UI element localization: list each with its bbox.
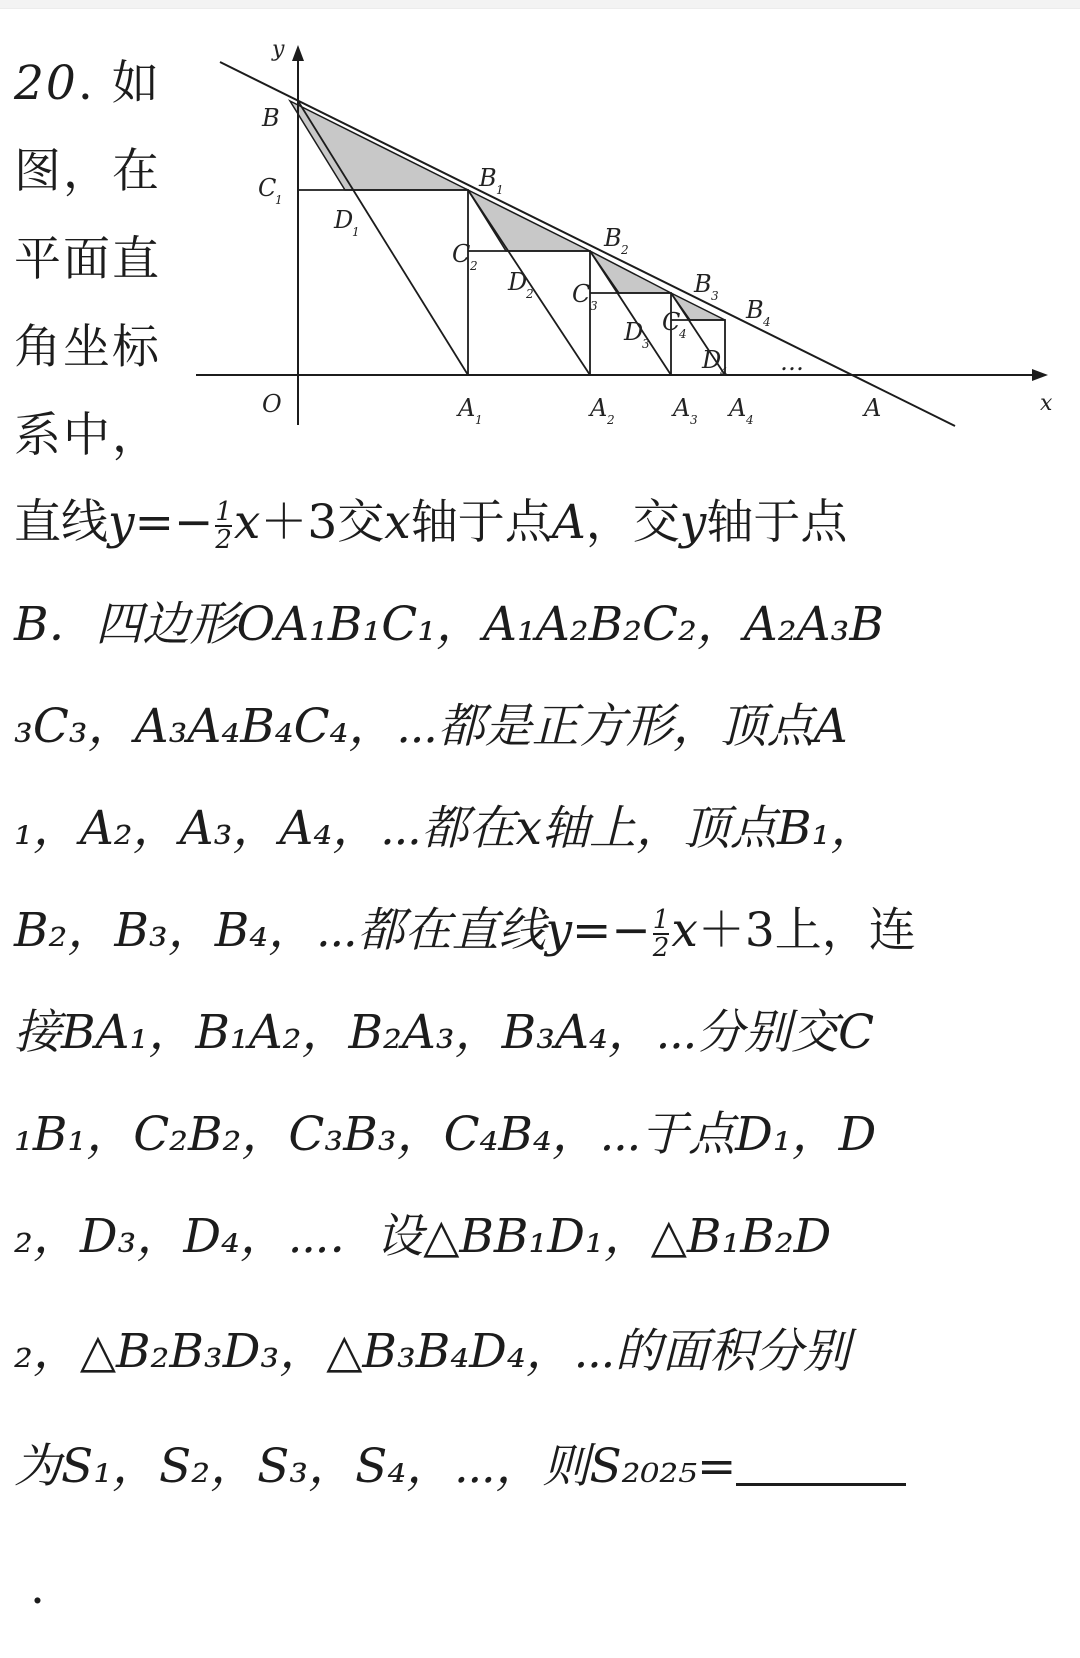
label-b2-sub: 2 xyxy=(621,243,629,257)
label-c3: C xyxy=(572,280,591,308)
label-c2: C xyxy=(452,240,471,268)
label-a3: A xyxy=(673,394,691,422)
body-line-10 xyxy=(14,1416,1066,1518)
label-c3-sub: 3 xyxy=(590,299,598,313)
label-y: y xyxy=(272,37,285,62)
text: B₂，B₃，B₄，⋯都在直线 xyxy=(14,903,546,958)
var-y: y xyxy=(108,495,135,550)
label-a: A xyxy=(864,394,882,422)
text: ，交 xyxy=(585,495,680,550)
geometry-figure xyxy=(196,30,1074,450)
label-b1: B xyxy=(479,164,497,192)
figure-svg xyxy=(196,30,1074,450)
shaded-triangle-1 xyxy=(290,101,468,190)
var-x: x xyxy=(671,903,698,958)
label-a2-sub: 2 xyxy=(607,413,615,427)
numerator: 1 xyxy=(652,905,670,935)
label-b4: B xyxy=(746,296,764,324)
body-line-1 xyxy=(14,472,1066,574)
var-a: A xyxy=(551,495,586,550)
body-line-5 xyxy=(14,880,1066,982)
label-d2: D xyxy=(508,268,528,296)
text: ＋3上，连 xyxy=(697,903,916,958)
lead-text-1: . 如 xyxy=(77,56,161,111)
label-a1-sub: 1 xyxy=(475,413,483,427)
text: 轴于点 xyxy=(706,495,848,550)
label-c2-sub: 2 xyxy=(470,259,478,273)
label-d2-sub: 2 xyxy=(526,287,534,301)
label-b4-sub: 4 xyxy=(763,315,771,329)
text: 直线 xyxy=(14,495,108,550)
label-d4-sub: 4 xyxy=(720,365,728,379)
shaded-triangle-2 xyxy=(468,190,590,251)
label-a4: A xyxy=(729,394,747,422)
var-y: y xyxy=(679,495,707,550)
body-line-2: B．四边形OA₁B₁C₁，A₁A₂B₂C₂，A₂A₃B xyxy=(14,597,884,652)
label-a1: A xyxy=(458,394,476,422)
text: =− xyxy=(572,903,651,958)
problem-lead xyxy=(14,40,184,480)
numerator: 1 xyxy=(215,497,232,527)
lead-line-3: 平面直 xyxy=(14,232,161,287)
label-b1-sub: 1 xyxy=(496,183,504,197)
lead-line-4: 角坐标 xyxy=(14,320,161,375)
var-x: x xyxy=(233,495,261,550)
text: 为S₁，S₂，S₃，S₄，⋯，则S₂₀₂₅= xyxy=(14,1439,737,1494)
body-line-3: ₃C₃，A₃A₄B₄C₄，⋯都是正方形，顶点A xyxy=(14,699,848,754)
denominator: 2 xyxy=(215,525,232,555)
var-y: y xyxy=(545,903,573,958)
label-d1-sub: 1 xyxy=(352,225,360,239)
label-b3: B xyxy=(694,270,712,298)
lead-line-2: 图，在 xyxy=(14,144,161,199)
label-b2: B xyxy=(604,224,622,252)
body-line-8: ₂，D₃，D₄，⋯．设△BB₁D₁，△B₁B₂D xyxy=(14,1209,832,1264)
lead-line-1 xyxy=(14,40,184,128)
label-c4: C xyxy=(662,308,681,336)
top-strip xyxy=(0,0,1080,9)
text: =− xyxy=(134,495,214,550)
label-a3-sub: 3 xyxy=(690,413,698,427)
problem-body xyxy=(14,472,1066,1518)
body-line-7: ₁B₁，C₂B₂，C₃B₃，C₄B₄，⋯于点D₁，D xyxy=(14,1107,877,1162)
label-b3-sub: 3 xyxy=(711,289,719,303)
label-c1-sub: 1 xyxy=(275,193,283,207)
shaded-triangle-3 xyxy=(590,251,671,293)
answer-blank[interactable] xyxy=(736,1453,906,1486)
label-ellipsis: … xyxy=(780,348,804,376)
denominator: 2 xyxy=(652,933,670,963)
body-line-9: ₂，△B₂B₃D₃，△B₃B₄D₄，⋯的面积分别 xyxy=(14,1324,850,1379)
label-a2: A xyxy=(590,394,608,422)
label-c4-sub: 4 xyxy=(679,327,687,341)
segment-b2a3 xyxy=(590,251,671,375)
label-a4-sub: 4 xyxy=(746,413,754,427)
problem-number: 20 xyxy=(14,56,78,111)
end-mark: . xyxy=(30,1560,45,1615)
var-x: x xyxy=(384,495,411,550)
square-1 xyxy=(298,190,471,375)
lead-line-5: 系中， xyxy=(14,408,161,463)
y-axis-arrow xyxy=(292,45,304,61)
label-d1: D xyxy=(334,206,354,234)
body-line-4: ₁，A₂，A₃，A₄，⋯都在x轴上，顶点B₁， xyxy=(14,801,878,856)
label-d3-sub: 3 xyxy=(642,337,650,351)
body-line-6: 接BA₁，B₁A₂，B₂A₃，B₃A₄，⋯分别交C xyxy=(14,1005,875,1060)
label-d4: D xyxy=(702,346,722,374)
text: 轴于点 xyxy=(410,495,552,550)
label-b: B xyxy=(262,104,280,132)
square-2 xyxy=(468,251,590,375)
label-c1: C xyxy=(258,174,277,202)
fraction xyxy=(215,499,232,553)
label-x: x xyxy=(1040,391,1053,416)
fraction xyxy=(653,907,670,961)
x-axis-arrow xyxy=(1032,369,1048,381)
text: ＋3交 xyxy=(260,495,385,550)
label-d3: D xyxy=(624,318,644,346)
label-o: O xyxy=(262,390,282,418)
